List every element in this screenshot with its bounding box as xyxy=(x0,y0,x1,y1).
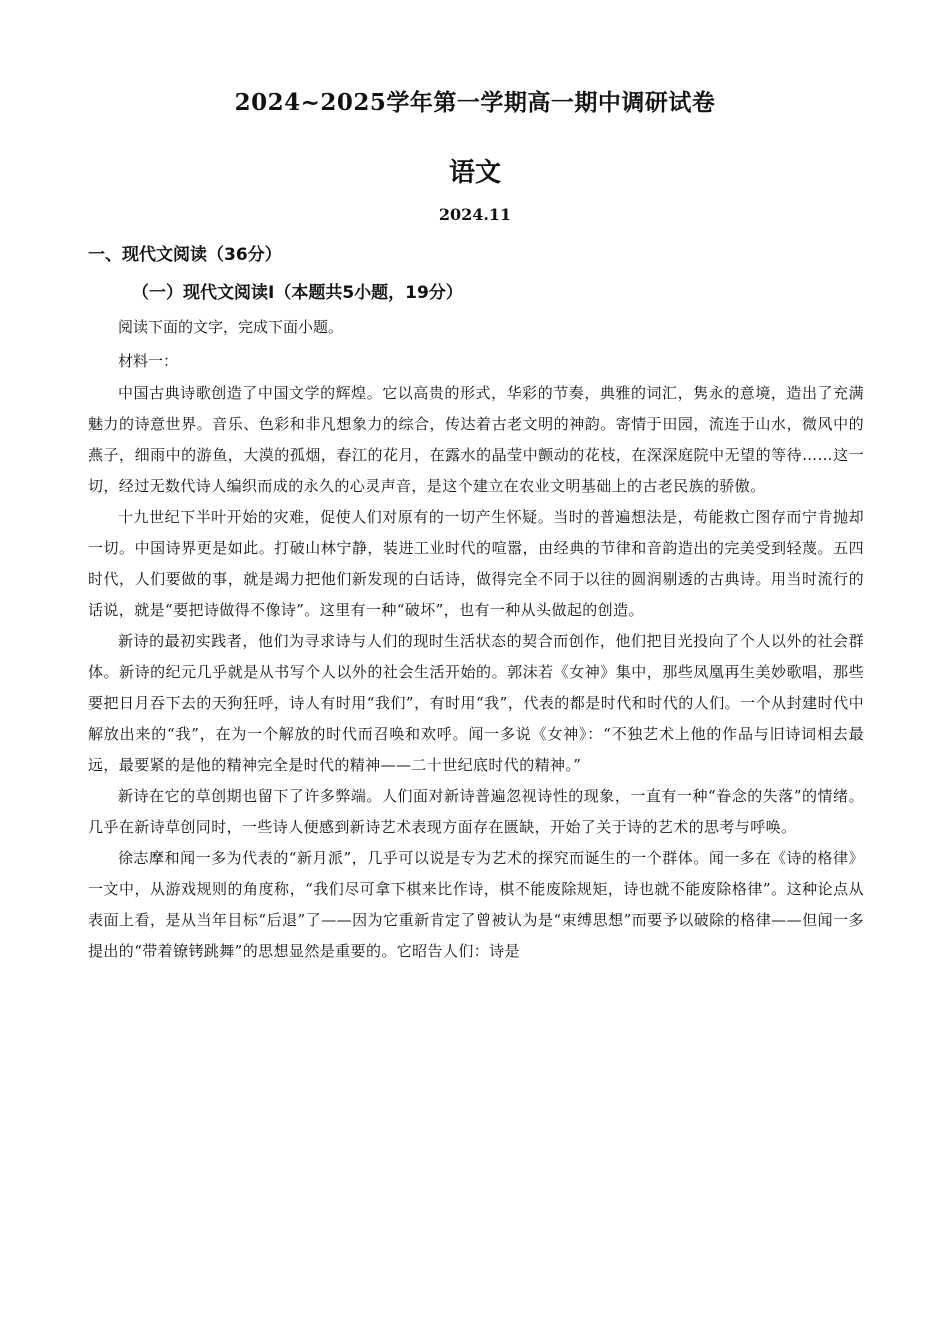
sub-section-heading: （一）现代文阅读Ⅰ（本题共5小题，19分） xyxy=(132,283,463,303)
reading-instruction: 阅读下面的文字，完成下面小题。 xyxy=(118,318,344,336)
passage-paragraph-3: 新诗的最初实践者，他们为寻求诗与人们的现时生活状态的契合而创作，他们把目光投向了个人以外的社会群体。新诗的纪元几乎就是从书写个人以外的社会生活开始的。郭沫若《女神》集中，那些凤凰再生美妙歌唱，那些要把日月吞下去的天狗狂呼，诗人有时用“我们”，有时用“我”，代表的都是时代和时代的人们。一个从封建时代中解放出来的“我”，在为一个解放的时代而召唤和欢呼。闻一多说《女神》：“不独艺术上他的作品与旧诗词相去最远，最要紧的是他的精神完全是时代的精神——二十世纪底时代的精神。” xyxy=(88,632,864,774)
exam-date: 2024.11 xyxy=(438,205,512,224)
exam-title: 2024~2025学年第一学期高一期中调研试卷 xyxy=(234,89,716,116)
reading-passage xyxy=(88,378,864,967)
passage-paragraph-4: 新诗在它的草创期也留下了许多弊端。人们面对新诗普遍忽视诗性的现象，一直有一种“眷念的失落”的情绪。几乎在新诗草创同时，一些诗人便感到新诗艺术表现方面存在匮缺，开始了关于诗的艺术的思考与呼唤。 xyxy=(88,787,864,836)
passage-paragraph-5: 徐志摩和闻一多为代表的“新月派”，几乎可以说是专为艺术的探究而诞生的一个群体。闻一多在《诗的格律》一文中，从游戏规则的角度称，“我们尽可拿下棋来比作诗，棋不能废除规矩，诗也就不能废除格律”。这种论点从表面上看，是从当年目标“后退”了——因为它重新肯定了曾被认为是“束缚思想”而要予以破除的格律——但闻一多提出的“带着镣铐跳舞”的思想显然是重要的。它昭告人们：诗是 xyxy=(88,849,864,960)
passage-paragraph-1: 中国古典诗歌创造了中国文学的辉煌。它以高贵的形式，华彩的节奏，典雅的词汇，隽永的意境，造出了充满魅力的诗意世界。音乐、色彩和非凡想象力的综合，传达着古老文明的神韵。寄情于田园，流连于山水，微风中的燕子，细雨中的游鱼，大漠的孤烟，春江的花月，在露水的晶莹中颤动的花枝，在深深庭院中无望的等待……这一切，经过无数代诗人编织而成的永久的心灵声音，是这个建立在农业文明基础上的古老民族的骄傲。 xyxy=(88,384,864,495)
material-label: 材料一： xyxy=(118,352,179,370)
passage-paragraph-2: 十九世纪下半叶开始的灾难，促使人们对原有的一切产生怀疑。当时的普遍想法是，苟能救亡图存而宁肯抛却一切。中国诗界更是如此。打破山林宁静，装进工业时代的喧嚣，由经典的节律和音韵造出的完美受到轻蔑。五四时代，人们要做的事，就是竭力把他们新发现的白话诗，做得完全不同于以往的圆润剔透的古典诗。用当时流行的话说，就是“要把诗做得不像诗”。这里有一种“破坏”，也有一种从头做起的创造。 xyxy=(88,508,864,619)
subject-title: 语文 xyxy=(448,158,501,188)
section-heading: 一、现代文阅读（36分） xyxy=(88,245,282,265)
